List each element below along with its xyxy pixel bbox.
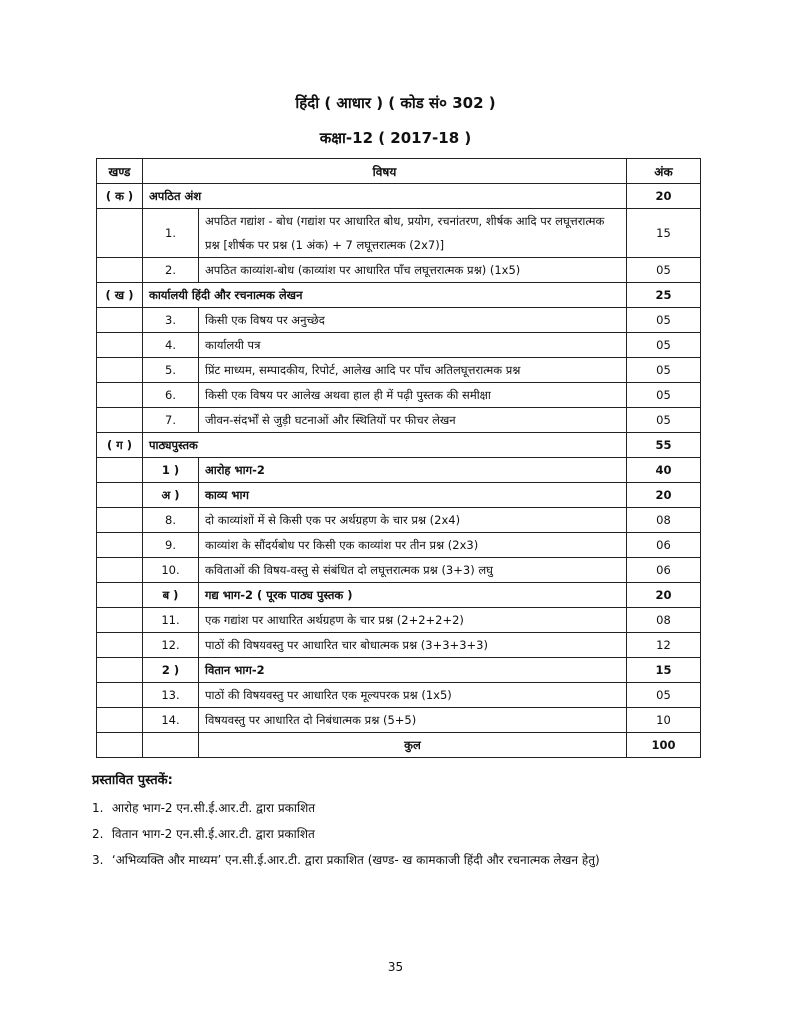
subsection-topic: काव्य भाग — [199, 483, 627, 508]
books-heading: प्रस्तावित पुस्तकें: — [92, 773, 173, 788]
item-marks: 05 — [627, 258, 701, 283]
item-number: 4. — [143, 333, 199, 358]
item-topic: एक गद्यांश पर आधारित अर्थग्रहण के चार प्रश्न (2+2+2+2) — [199, 608, 627, 633]
table-row — [97, 283, 701, 308]
empty-cell — [97, 383, 143, 408]
subsection-topic: आरोह भाग-2 — [199, 458, 627, 483]
item-topic: काव्यांश के सौंदर्यबोध पर किसी एक काव्यांश पर तीन प्रश्न (2x3) — [199, 533, 627, 558]
table-row — [97, 483, 701, 508]
item-marks: 05 — [627, 333, 701, 358]
table-row — [97, 383, 701, 408]
table-row — [97, 533, 701, 558]
item-topic: दो काव्यांशों में से किसी एक पर अर्थग्रहण के चार प्रश्न (2x4) — [199, 508, 627, 533]
list-item — [92, 798, 600, 824]
total-empty-cell — [97, 733, 143, 758]
table-row — [97, 258, 701, 283]
subsection-marks: 20 — [627, 483, 701, 508]
empty-cell — [97, 258, 143, 283]
empty-cell — [97, 583, 143, 608]
header-section: खण्ड — [97, 159, 143, 184]
item-number: 13. — [143, 683, 199, 708]
section-marks: 20 — [627, 184, 701, 209]
total-label: कुल — [199, 733, 627, 758]
book-text: ‘अभिव्यक्ति और माध्यम’ एन.सी.ई.आर.टी. द्वारा प्रकाशित (खण्ड- ख कामकाजी हिंदी और रचनात्मक लेखन हेतु) — [111, 853, 600, 867]
empty-cell — [97, 333, 143, 358]
item-number: 1. — [143, 209, 199, 258]
item-number: 7. — [143, 408, 199, 433]
item-number: 6. — [143, 383, 199, 408]
table-row — [97, 708, 701, 733]
item-topic: किसी एक विषय पर आलेख अथवा हाल ही में पढ़ी पुस्तक की समीक्षा — [199, 383, 627, 408]
table-row — [97, 558, 701, 583]
item-number: 3. — [143, 308, 199, 333]
table-header-row — [97, 159, 701, 184]
list-item — [92, 850, 600, 876]
item-marks: 08 — [627, 508, 701, 533]
item-marks: 06 — [627, 533, 701, 558]
empty-cell — [97, 308, 143, 333]
subsection-number: 1 ) — [143, 458, 199, 483]
books-list — [92, 798, 600, 876]
book-number: 2. — [92, 827, 104, 841]
item-number: 11. — [143, 608, 199, 633]
total-row — [97, 733, 701, 758]
subsection-number: ब ) — [143, 583, 199, 608]
item-topic: पाठों की विषयवस्तु पर आधारित एक मूल्यपरक प्रश्न (1x5) — [199, 683, 627, 708]
book-text: वितान भाग-2 एन.सी.ई.आर.टी. द्वारा प्रकाशित — [111, 827, 315, 841]
page-number: 35 — [387, 960, 404, 974]
empty-cell — [97, 633, 143, 658]
item-number: 9. — [143, 533, 199, 558]
page-title: हिंदी ( आधार ) ( कोड सं० 302 ) — [295, 94, 496, 112]
item-topic: कविताओं की विषय-वस्तु से संबंधित दो लघूत्तरात्मक प्रश्न (3+3) लघु — [199, 558, 627, 583]
item-number: 10. — [143, 558, 199, 583]
item-number: 12. — [143, 633, 199, 658]
book-number: 3. — [92, 853, 104, 867]
empty-cell — [97, 658, 143, 683]
subsection-number: 2 ) — [143, 658, 199, 683]
empty-cell — [97, 458, 143, 483]
subsection-marks: 15 — [627, 658, 701, 683]
item-marks: 05 — [627, 683, 701, 708]
item-topic: किसी एक विषय पर अनुच्छेद — [199, 308, 627, 333]
table-row — [97, 433, 701, 458]
subsection-number: अ ) — [143, 483, 199, 508]
item-marks: 15 — [627, 209, 701, 258]
table-row — [97, 184, 701, 209]
section-label: ( क ) — [97, 184, 143, 209]
total-empty-cell — [143, 733, 199, 758]
empty-cell — [97, 483, 143, 508]
item-topic: प्रिंट माध्यम, सम्पादकीय, रिपोर्ट, आलेख आदि पर पाँच अतिलघूत्तरात्मक प्रश्न — [199, 358, 627, 383]
item-topic: पाठों की विषयवस्तु पर आधारित चार बोधात्मक प्रश्न (3+3+3+3) — [199, 633, 627, 658]
section-topic: कार्यालयी हिंदी और रचनात्मक लेखन — [143, 283, 627, 308]
book-text: आरोह भाग-2 एन.सी.ई.आर.टी. द्वारा प्रकाशित — [111, 801, 316, 815]
table-row — [97, 583, 701, 608]
subsection-marks: 20 — [627, 583, 701, 608]
subsection-topic: वितान भाग-2 — [199, 658, 627, 683]
total-marks: 100 — [627, 733, 701, 758]
empty-cell — [97, 708, 143, 733]
item-marks: 05 — [627, 383, 701, 408]
table-row — [97, 658, 701, 683]
table-body — [97, 184, 701, 733]
header-marks: अंक — [627, 159, 701, 184]
section-label: ( ख ) — [97, 283, 143, 308]
table-row — [97, 333, 701, 358]
table-row — [97, 209, 701, 258]
table-row — [97, 508, 701, 533]
item-marks: 08 — [627, 608, 701, 633]
table-row — [97, 408, 701, 433]
item-marks: 05 — [627, 308, 701, 333]
table-row — [97, 633, 701, 658]
table-row — [97, 358, 701, 383]
section-topic: पाठ्यपुस्तक — [143, 433, 627, 458]
table-row — [97, 308, 701, 333]
header-topic: विषय — [143, 159, 627, 184]
empty-cell — [97, 209, 143, 258]
item-marks: 05 — [627, 358, 701, 383]
empty-cell — [97, 608, 143, 633]
item-marks: 05 — [627, 408, 701, 433]
book-number: 1. — [92, 801, 104, 815]
section-marks: 55 — [627, 433, 701, 458]
table-row — [97, 608, 701, 633]
item-number: 5. — [143, 358, 199, 383]
empty-cell — [97, 533, 143, 558]
subsection-topic: गद्य भाग-2 ( पूरक पाठ्य पुस्तक ) — [199, 583, 627, 608]
table-row — [97, 683, 701, 708]
section-marks: 25 — [627, 283, 701, 308]
item-number: 2. — [143, 258, 199, 283]
item-marks: 10 — [627, 708, 701, 733]
item-topic: विषयवस्तु पर आधारित दो निबंधात्मक प्रश्न (5+5) — [199, 708, 627, 733]
item-topic: अपठित गद्यांश - बोध (गद्यांश पर आधारित बोध, प्रयोग, रचनांतरण, शीर्षक आदि पर लघूत्तरात्मक प्रश्न [शीर्षक पर प्रश्न (1 अंक) + 7 लघूत्तरात्मक (2x7)] — [199, 209, 627, 258]
empty-cell — [97, 558, 143, 583]
item-marks: 06 — [627, 558, 701, 583]
empty-cell — [97, 683, 143, 708]
empty-cell — [97, 508, 143, 533]
item-number: 14. — [143, 708, 199, 733]
item-topic: जीवन-संदर्भों से जुड़ी घटनाओं और स्थितियों पर फीचर लेखन — [199, 408, 627, 433]
item-marks: 12 — [627, 633, 701, 658]
item-topic: कार्यालयी पत्र — [199, 333, 627, 358]
list-item — [92, 824, 600, 850]
subsection-marks: 40 — [627, 458, 701, 483]
empty-cell — [97, 408, 143, 433]
table-row — [97, 458, 701, 483]
marks-table — [96, 158, 701, 758]
item-topic: अपठित काव्यांश-बोध (काव्यांश पर आधारित पाँच लघूत्तरात्मक प्रश्न) (1x5) — [199, 258, 627, 283]
section-label: ( ग ) — [97, 433, 143, 458]
section-topic: अपठित अंश — [143, 184, 627, 209]
page-subtitle: कक्षा-12 ( 2017-18 ) — [319, 129, 472, 147]
empty-cell — [97, 358, 143, 383]
item-number: 8. — [143, 508, 199, 533]
